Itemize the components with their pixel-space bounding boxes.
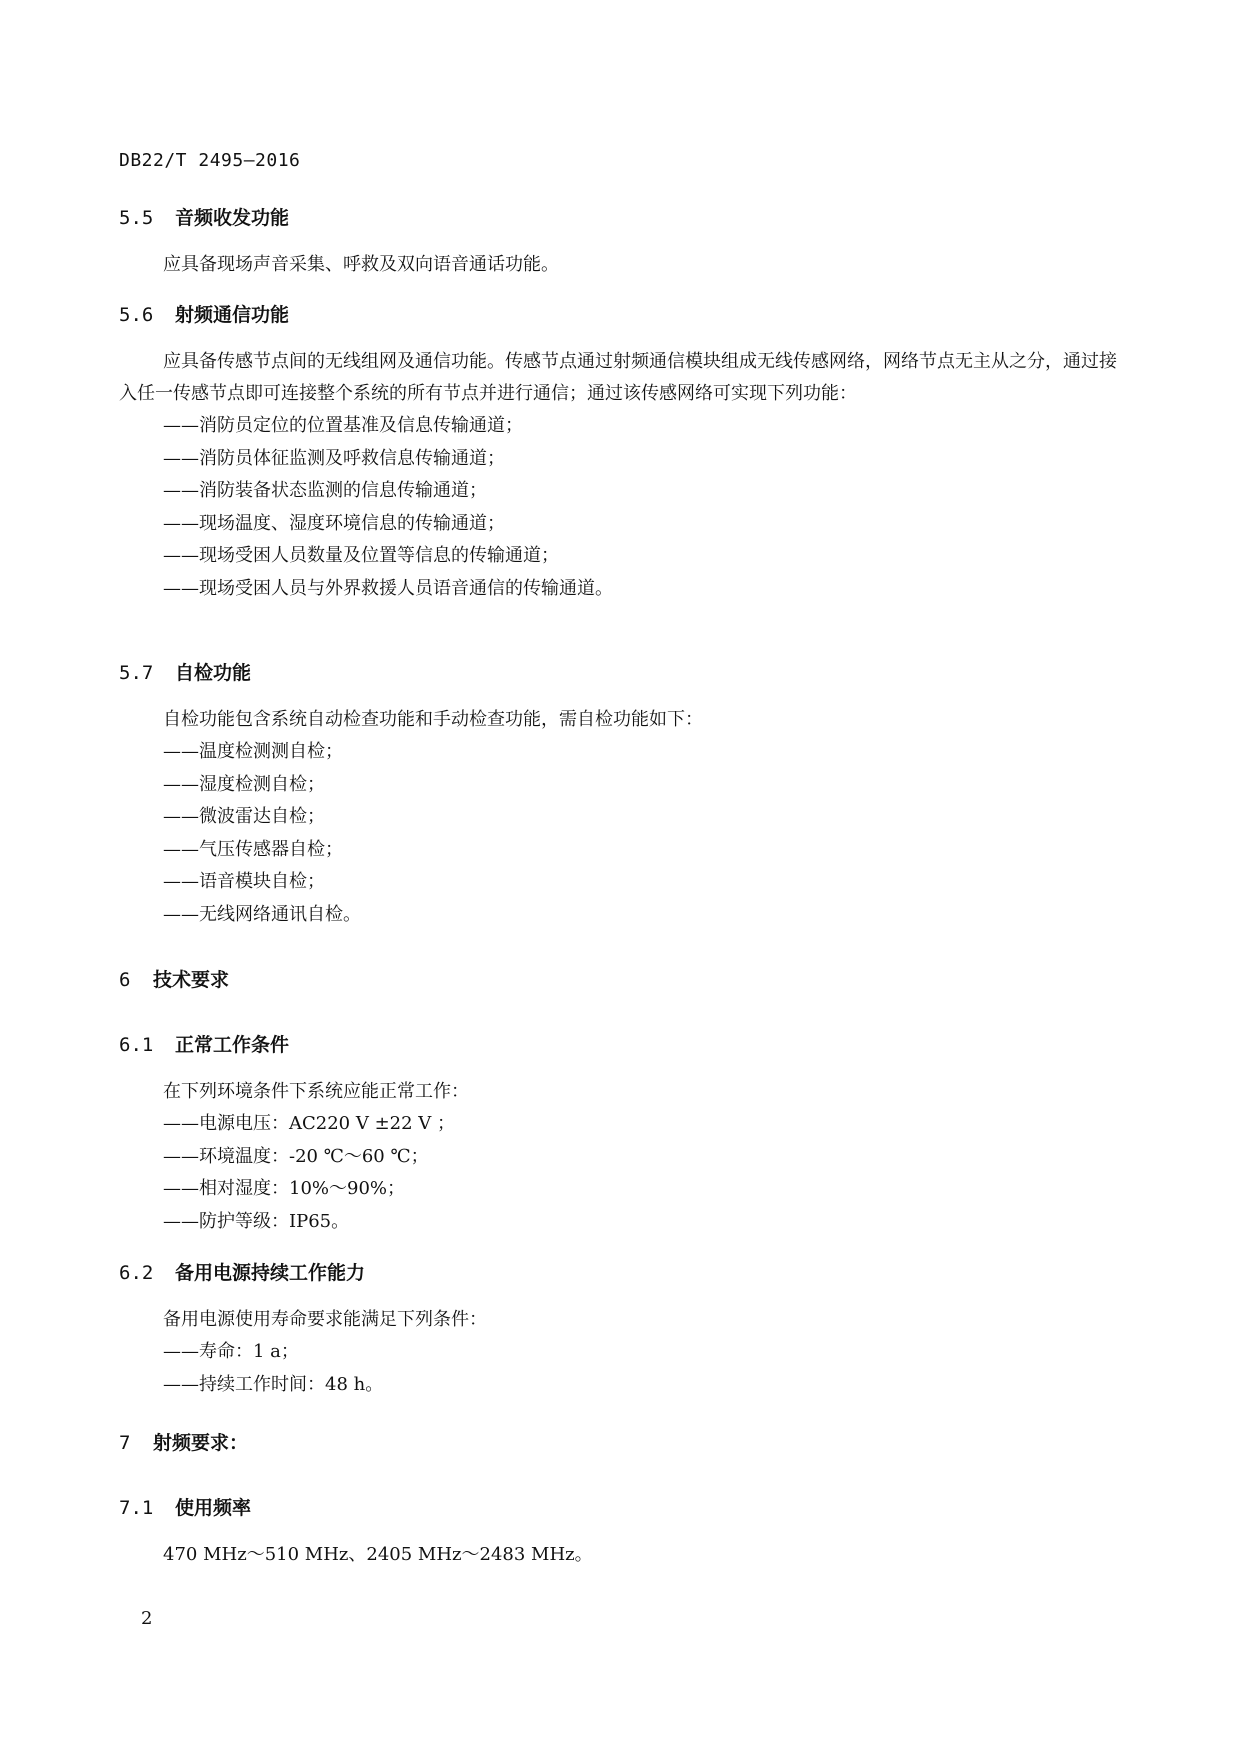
- section-6-2: [119, 1260, 1129, 1401]
- list-item: ——现场受困人员数量及位置等信息的传输通道；: [163, 545, 559, 566]
- section-paragraph: 自检功能包含系统自动检查功能和手动检查功能，需自检功能如下：: [163, 709, 703, 730]
- section-heading: [119, 205, 1129, 231]
- list-item: ——微波雷达自检；: [163, 806, 325, 827]
- section-title: 备用电源持续工作能力: [175, 1262, 366, 1284]
- section-7: [119, 1430, 1129, 1456]
- section-paragraph: 应具备现场声音采集、呼救及双向语音通话功能。: [163, 254, 559, 275]
- list-item: ——温度检测测自检；: [163, 741, 343, 762]
- section-heading: [119, 1032, 1129, 1058]
- section-heading: [119, 660, 1129, 686]
- list-item: ——现场受困人员与外界救援人员语音通信的传输通道。: [163, 577, 613, 599]
- section-title: 技术要求: [153, 969, 230, 991]
- section-paragraph: 应具备传感节点间的无线组网及通信功能。传感节点通过射频通信模块组成无线传感网络，网络节点无主从之分，通过接入任一传感节点即可连接整个系统的所有节点并进行通信；通过该传感网络可实现下列功能：: [119, 351, 1117, 404]
- list-item: ——电源电压：AC220 V ±22 V ；: [163, 1113, 455, 1134]
- list-item: ——现场温度、湿度环境信息的传输通道；: [163, 512, 505, 534]
- section-paragraph: 在下列环境条件下系统应能正常工作：: [163, 1081, 469, 1102]
- section-number: 7: [119, 1432, 131, 1454]
- section-heading: [119, 1495, 1129, 1521]
- section-paragraph: 备用电源使用寿命要求能满足下列条件：: [163, 1309, 487, 1330]
- section-6: [119, 967, 1129, 993]
- section-title: 正常工作条件: [175, 1034, 290, 1056]
- section-paragraph: 470 MHz～510 MHz、2405 MHz～2483 MHz。: [163, 1544, 593, 1565]
- section-5-6: [119, 302, 1129, 605]
- list-item: ——环境温度：-20 ℃～60 ℃；: [163, 1145, 429, 1167]
- list-item: ——寿命：1 a；: [163, 1341, 299, 1362]
- list-item: ——消防装备状态监测的信息传输通道；: [163, 480, 487, 501]
- section-number: 5.7: [119, 662, 154, 684]
- section-number: 5.6: [119, 304, 154, 326]
- section-title: 射频通信功能: [175, 304, 290, 326]
- section-heading: [119, 967, 1129, 993]
- section-number: 5.5: [119, 207, 154, 229]
- list-item: ——持续工作时间：48 h。: [163, 1373, 384, 1395]
- list-item: ——湿度检测自检；: [163, 773, 325, 795]
- section-title: 射频要求：: [153, 1432, 249, 1454]
- section-heading: [119, 1430, 1129, 1456]
- list-item: ——气压传感器自检；: [163, 838, 343, 860]
- section-number: 6: [119, 969, 131, 991]
- section-heading: [119, 1260, 1129, 1286]
- list-item: ——防护等级：IP65。: [163, 1210, 350, 1232]
- section-title: 自检功能: [175, 662, 252, 684]
- document-code: DB22/T 2495—2016: [119, 150, 301, 171]
- section-number: 6.1: [119, 1034, 154, 1056]
- section-6-1: [119, 1032, 1129, 1238]
- section-7-1: [119, 1495, 1129, 1571]
- page-number: 2: [141, 1608, 153, 1629]
- section-heading: [119, 302, 1129, 328]
- section-title: 音频收发功能: [175, 207, 290, 229]
- list-item: ——无线网络通讯自检。: [163, 903, 361, 925]
- list-item: ——消防员定位的位置基准及信息传输通道；: [163, 415, 523, 436]
- section-number: 6.2: [119, 1262, 154, 1284]
- list-item: ——消防员体征监测及呼救信息传输通道；: [163, 447, 505, 469]
- section-5-7: [119, 660, 1129, 931]
- section-number: 7.1: [119, 1497, 154, 1519]
- list-item: ——语音模块自检；: [163, 871, 325, 892]
- section-5-5: [119, 205, 1129, 281]
- section-title: 使用频率: [175, 1497, 252, 1519]
- list-item: ——相对湿度：10%～90%；: [163, 1178, 406, 1199]
